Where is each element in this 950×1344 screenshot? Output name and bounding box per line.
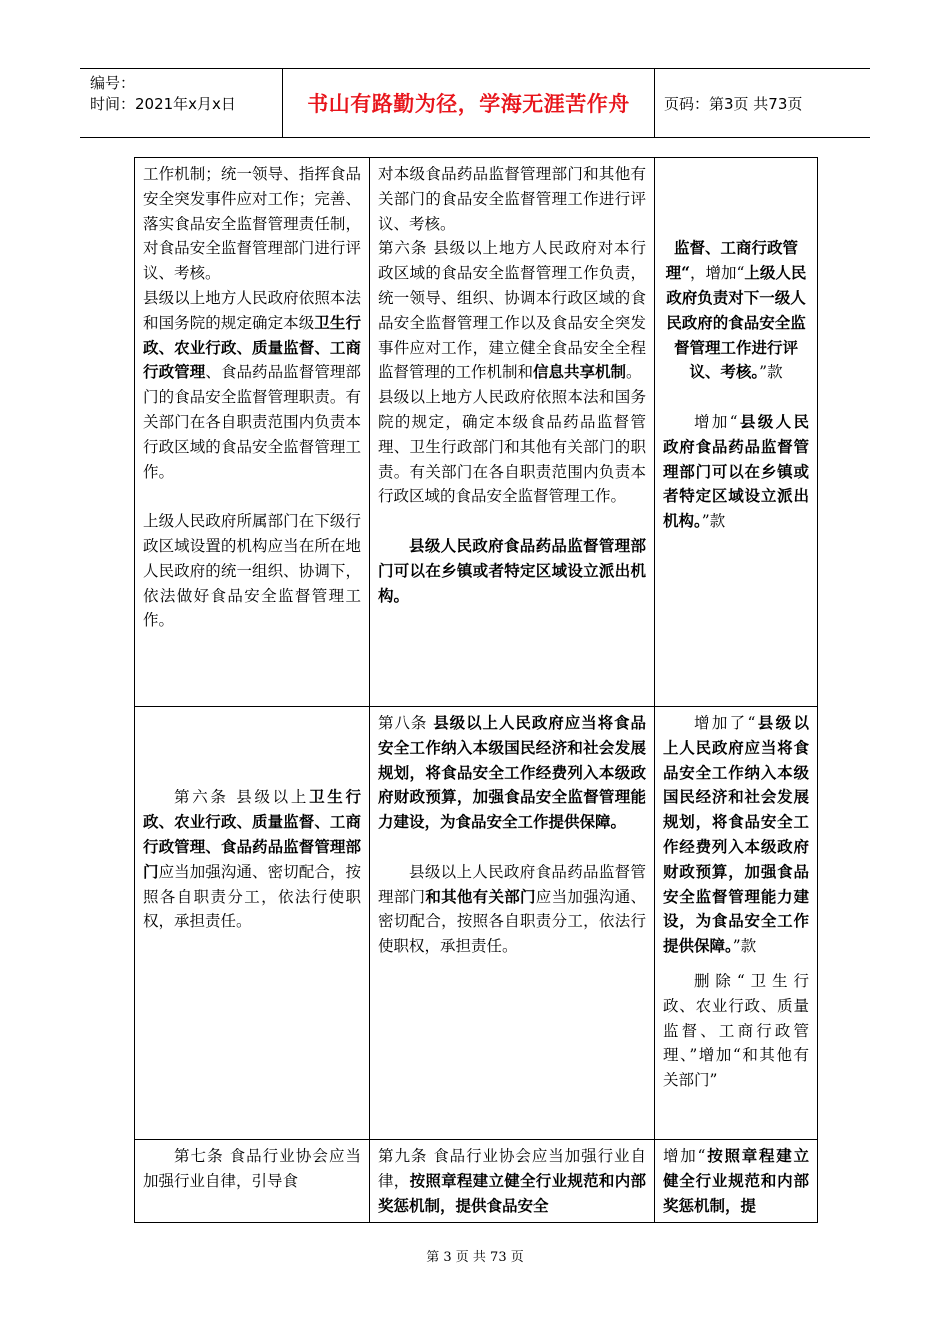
blank-line	[378, 509, 646, 534]
text-run: 应当加强沟通、密切配合，按照各自职责分工，依法行使职权，承担责任。	[143, 862, 361, 931]
table-row	[135, 1140, 818, 1223]
bold-text: 卫生行政、农业行政、质量监督、工商行政管理、食品药品监督管理部门	[143, 787, 361, 881]
paragraph	[143, 509, 361, 633]
table-row	[135, 158, 818, 707]
header-page-number: 页码：第3页 共73页	[664, 94, 803, 113]
change-note-cell	[655, 1140, 818, 1223]
spacer	[663, 959, 809, 969]
header-meta	[80, 69, 283, 137]
text-run: 上级人民政府所属部门在下级行政区域设置的机构应当在所在地人民政府的统一组织、协调下，依法做好食品安全监督管理工作。	[143, 512, 361, 630]
old-law-cell	[135, 158, 370, 707]
bold-text: 监督、工商行政管理“	[665, 238, 798, 283]
blank-line	[143, 484, 361, 509]
text-run: 第七条 食品行业协会应当加强行业自律，引导食	[143, 1147, 361, 1190]
paragraph	[663, 969, 809, 1093]
blank-line	[663, 187, 809, 212]
document-date-label: 时间：2021年x月x日	[90, 95, 236, 113]
paragraph	[378, 162, 646, 236]
blank-line	[378, 835, 646, 860]
text-run: 应当加强沟通、密切配合，按照各自职责分工，依法行使职权，承担责任。	[378, 887, 646, 956]
bold-text: 县级人民政府食品药品监督管理部门可以在乡镇或者特定区域设立派出机构。	[663, 411, 809, 531]
page-footer: 第 3 页 共 73 页	[426, 1250, 524, 1265]
paragraph	[663, 410, 809, 534]
comparison-table	[134, 157, 818, 1223]
text-run: 增加了“	[694, 714, 756, 732]
paragraph	[663, 1144, 809, 1218]
text-run: 删除“卫生行政、农业行政、质量监督、工商行政管理、”增加“和其他有关部门”	[663, 971, 809, 1090]
bold-text: 上级人民政府负责对下一级人民政府的食品安全监督管理工作进行评议、考核。	[666, 263, 807, 382]
paragraph	[378, 385, 646, 509]
bold-text: 卫生行政、农业行政、质量监督、工商行政管理	[143, 312, 361, 382]
text-run: 。	[626, 363, 642, 382]
paragraph	[378, 1144, 646, 1218]
text-run: 第六条 县级以上地方人民政府对本行政区域的食品安全监督管理工作负责，统一领导、组织、协调本行政区域的食品安全监督管理工作以及食品安全突发事件应对工作，建立健全食品安全全程监督管理的工作机制和	[378, 239, 646, 382]
bold-text: 信息共享机制	[533, 362, 627, 382]
paragraph	[663, 236, 809, 385]
document-number-label: 编号：	[90, 74, 136, 92]
old-law-cell	[135, 707, 370, 1140]
change-note-cell	[655, 158, 818, 707]
new-law-cell	[370, 1140, 655, 1223]
bold-text: 和其他有关部门	[425, 886, 536, 906]
blank-line	[143, 761, 361, 786]
paragraph	[143, 286, 361, 484]
change-note-cell	[655, 707, 818, 1140]
new-law-cell	[370, 158, 655, 707]
text-run: 工作机制；统一领导、指挥食品安全突发事件应对工作；完善、落实食品安全监督管理责任制，对食品安全监督管理部门进行评议、考核。	[143, 165, 361, 283]
old-law-cell	[135, 1140, 370, 1223]
paragraph	[378, 534, 646, 608]
text-run: 第六条 县级以上	[174, 788, 310, 807]
blank-line	[663, 212, 809, 237]
text-run: ”款	[759, 363, 783, 382]
bold-text: 按照章程建立健全行业规范和内部奖惩机制，提供食品安全	[378, 1170, 646, 1215]
text-run: 第九条 食品行业协会应当加强行业自律，	[378, 1147, 646, 1190]
table-row	[135, 707, 818, 1140]
blank-line	[663, 385, 809, 410]
text-run: 县级以上地方人民政府依照本法和国务院的规定，确定本级食品药品监督管理、卫生行政部门和其他有关部门的职责。有关部门在各自职责范围内负责本行政区域的食品安全监督管理工作。	[378, 388, 646, 506]
text-run: 第八条	[378, 714, 434, 732]
text-run: ，增加“	[689, 264, 745, 283]
bold-text: 县级以上人民政府应当将食品安全工作纳入本级国民经济和社会发展规划，将食品安全工作经费列入本级政府财政预算，加强食品安全监督管理能力建设，为食品安全工作提供保障。	[663, 713, 809, 956]
header-motto: 书山有路勤为径，学海无涯苦作舟	[307, 92, 630, 116]
bold-text: 县级以上人民政府应当将食品安全工作纳入本级国民经济和社会发展规划，将食品安全工作经费列入本级政府财政预算，加强食品安全监督管理能力建设，为食品安全工作提供保障。	[378, 713, 646, 832]
paragraph	[143, 785, 361, 934]
new-law-cell	[370, 707, 655, 1140]
text-run: ”款	[701, 512, 726, 531]
text-run: ”款	[732, 937, 757, 956]
text-run: 县级以上人民政府食品药品监督管理部门	[378, 862, 646, 906]
bold-text: 按照章程建立健全行业规范和内部奖惩机制，提	[663, 1146, 809, 1215]
blank-line	[663, 162, 809, 187]
text-run: 、食品药品监督管理部门的食品安全监督管理职责。有关部门在各自职责范围内负责本行政区域的食品安全监督管理工作。	[143, 363, 361, 481]
blank-line	[143, 711, 361, 736]
header-motto-cell	[283, 69, 655, 137]
text-run: 增加“	[694, 412, 738, 431]
paragraph	[663, 711, 809, 959]
paragraph	[143, 162, 361, 286]
bold-text: 县级人民政府食品药品监督管理部门可以在乡镇或者特定区域设立派出机构。	[378, 535, 646, 605]
paragraph	[378, 236, 646, 385]
paragraph	[143, 1144, 361, 1194]
paragraph	[378, 711, 646, 835]
paragraph	[378, 860, 646, 959]
text-run: 增加“	[663, 1147, 706, 1165]
page-header	[80, 68, 870, 138]
text-run: 对本级食品药品监督管理部门和其他有关部门的食品安全监督管理工作进行评议、考核。	[378, 165, 646, 233]
text-run: 县级以上地方人民政府依照本法和国务院的规定确定本级	[143, 288, 361, 332]
header-page-cell	[654, 69, 870, 137]
blank-line	[143, 736, 361, 761]
